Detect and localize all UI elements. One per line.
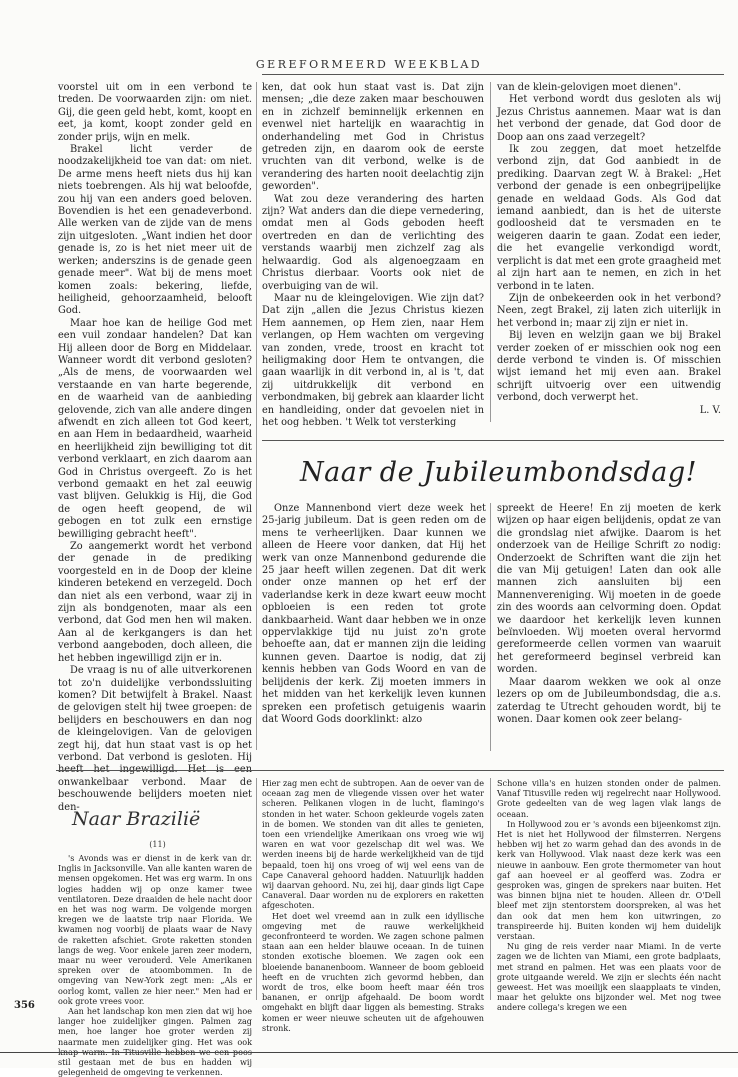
column-divider	[490, 778, 491, 1000]
article2-title: Naar de Jubileumbondsdag!	[300, 457, 697, 488]
article1-col3-para-3: Ik zou zeggen, dat moet hetzelfde verbond zijn, dat God aanbiedt in de prediking. Daarvan zegt W. à Brakel: „Het verbond der genade is een onbegrijpelijke genade en weldaad Gods. Als God dat iemand aanbiedt, dan is het de uiterste godloosheid dat te versmaden en te weigeren daarin te gaan. Zodat een ieder, die het evangelie verkondigd wordt, verplicht is dat met een grote graagheid met al zijn hart aan te nemen, en zich in het verbond in te laten.	[497, 144, 721, 292]
bottom-rule	[0, 1052, 738, 1053]
article3-col3-para-1: Schone villa's en huizen stonden onder de palmen. Vanaf Titusville reden wij regelrecht naar Hollywood. Grote gedeelten van de weg lagen vlak langs de oceaan.	[497, 778, 721, 819]
article1-column-3	[497, 82, 721, 427]
article3-col1-para-2: Aan het landschap kon men zien dat wij hoe langer hoe zuidelijker gingen. Palmen zag men, hoe langer hoe groter werden zij naarmate men zuidelijker ging. Het was ook knap warm. In Titusville hebben we een poos stil gestaan met de bus en hadden wij gelegenheid de omgeving te verkennen.	[58, 1006, 252, 1077]
article1-col3-para-2: Het verbond wordt dus gesloten als wij Jezus Christus aannemen. Maar wat is dan het verbond der genade, dat God door de Doop aan ons zaad verzegelt?	[497, 94, 721, 143]
article1-col1-para-5: De vraag is nu of alle uitverkorenen tot zo'n duidelijke verbondssluiting komen? Dit betwijfelt à Brakel. Naast de gelovigen stelt hij twee groepen: de belijders en beschouwers en dan nog de kleingelovigen. Van de gelovigen zegt hij, dat hun staat vast is op het verbond. Dat verbond is gesloten. Hij heeft het ingewilligd. Het is een onwankelbaar verbond. Maar de beschouwende belijders moeten niet den-	[58, 665, 252, 813]
article1-col1-para-2: Brakel licht verder de noodzakelijkheid toe van dat: om niet. De arme mens heeft niets dus hij kan niets toebrengen. Als hij wat beloofde, zou hij van een anders goed beloven. Bovendien is het een genadeverbond. Alle werken van de zijde van de mens zijn uitgesloten. „Want indien het door genade is, zo is het niet meer uit de werken; anderszins is de genade geen genade meer". Wat bij de mens moet komen zoals: bekering, liefde, heiligheid, gehoorzaamheid, belooft God.	[58, 144, 252, 317]
article3-episode: (11)	[149, 840, 166, 849]
article3-col2-para-1: Hier zag men echt de subtropen. Aan de oever van de oceaan zag men de vliegende vissen over het water scheren. Pelikanen vlogen in de lucht, flamingo's stonden in het water. Schoon gekleurde vogels zaten in de bomen. We stonden van dit alles te genieten, toen een vriendelijke Amerikaan ons vroeg wie wij waren en wat voor gezelschap dit wel was. We werden ineens bij de harde werkelijkheid van de tijd bepaald, toen hij ons vroeg of wij wel eens van de Cape Canaveral gehoord hadden. Natuurlijk hadden wij daarvan gehoord. Nu, zei hij, daar ginds ligt Cape Canaveral. Daar worden nu de explorers en raketten afgeschoten.	[262, 778, 484, 911]
article1-col1-para-1: voorstel uit om in een verbond te treden. De voorwaarden zijn: om niet. Gij, die geen geld hebt, komt, koopt en eet, ja komt, koopt zonder geld en zonder prijs, wijn en melk.	[58, 82, 252, 143]
column-divider	[256, 778, 257, 1000]
article1-col2-para-2: Wat zou deze verandering des harten zijn? Wat anders dan die diepe vernedering, omdat men al Gods geboden heeft overtreden en dan de verlichting des verstands waarbij men zichzelf zag als helwaardig. God als algenoegzaam en Christus dierbaar. Voorts ook niet de overbuiging van de wil.	[262, 193, 484, 292]
section-rule	[262, 440, 724, 441]
article2-col1-text: Onze Mannenbond viert deze week het 25-jarig jubileum. Dat is geen reden om de mens te verheerlijken. Daar kunnen we alleen de Heere voor danken, dat Hij het werk van onze Mannenbond gedurende die 25 jaar heeft willen zegenen. Dat dit werk onder onze mannen op het erf der vaderlandse kerk in deze kwart eeuw mocht opbloeien is een reden tot grote dankbaarheid. Want daar hebben we in onze oppervlakkige tijd nu juist zo'n grote behoefte aan, dat er mannen zijn die leiding kunnen geven. Daartoe is nodig, dat zij kennis hebben van Gods Woord en van de belijdenis der kerk. Zij moeten immers in het midden van het kerkelijk leven kunnen spreken een profetisch getuigenis waarin dat Woord Gods doorklinkt: alzo	[262, 503, 486, 725]
article1-col2-para-1: ken, dat ook hun staat vast is. Dat zijn mensen; „die deze zaken maar beschouwen en in zichzelf beminnelijk erkennen en evenwel niet hartelijk en waarachtig in onderhandeling met God in Christus getreden zijn, en daarom ook de eerste vruchten van dit verbond, welke is de verandering des harten nooit deelachtig zijn geworden".	[262, 82, 484, 193]
running-header: GEREFORMEERD WEEKBLAD	[255, 58, 483, 71]
article1-col1-para-4: Zo aangemerkt wordt het verbond der genade in de prediking voorgesteld en in de Doop der kleine kinderen betekend en verzegeld. Doch dan niet als een verbond, waar zij in zijn als bondgenoten, maar als een verbond, dat God men hen wil maken. Aan al de kerkgangers is dan het verbond aangeboden, doch alleen, die het hebben ingewilligd zijn er in.	[58, 541, 252, 664]
article1-col1-para-3: Maar hoe kan de heilige God met een vuil zondaar handelen? Dat kan Hij alleen door de Borg en Middelaar. Wanneer wordt dit verbond gesloten? „Als de mens, de voorwaarden wel verstaande en van harte begerende, en de waarheid van de aanbieding gelovende, zich van alle andere dingen afwendt en zich alleen tot God keert, en aan Hem in bedaardheid, waarheid en heerlijkheid zijn bewilliging tot dit verbond verklaart, en zich daarom aan God in Christus overgeeft. Zo is het verbond gemaakt en het zal eeuwig vast blijven. Gelukkig is Hij, die God de ogen heeft geopend, de wil gebogen en tot zulk een ernstige bewilliging gebracht heeft".	[58, 317, 252, 540]
article1-col3-para-1: van de klein-gelovigen moet dienen".	[497, 82, 682, 93]
article3-column-1	[58, 853, 252, 1077]
column-divider	[490, 82, 491, 422]
article1-col3-para-4: Zijn de onbekeerden ook in het verbond? Neen, zegt Brakel, zij laten zich uiterlijk in het verbond in; maar zij zijn er niet in.	[497, 292, 721, 329]
article3-title: Naar Brazilië	[72, 808, 201, 830]
article3-col2-para-2: Het doet wel vreemd aan in zulk een idyllische omgeving met de rauwe werkelijkheid geconfronteerd te worden. We zagen schone palmen staan aan een helder blauwe oceaan. In de tuinen stonden exotische bloemen. We zagen ook een bloeiende bananenboom. Wanneer de boom gebloeid heeft en de vruchten zich gevormd hebben, dan wordt de tros, elke boom heeft maar één tros bananen, er onrijp afgehaald. De boom wordt omgehakt en blijft daar liggen als bemesting. Straks komen er weer nieuwe scheuten uit de afgehouwen stronk.	[262, 910, 484, 1033]
article2-column-1	[262, 503, 486, 753]
article3-col3-para-3: Nu ging de reis verder naar Miami. In de verte zagen we de lichten van Miami, een grote badplaats, met strand en palmen. Het was een plaats voor de grote uitgaande wereld. We zijn er slechts één nacht geweest. Het was moeilijk een slaapplaats te vinden, maar het gelukte ons bijzonder wel. Met nog twee andere collega's kregen we een	[497, 941, 721, 1013]
column-divider	[256, 82, 257, 750]
article1-col3-para-5: Bij leven en welzijn gaan we bij Brakel verder zoeken of er misschien ook nog een derde verbond te vinden is. Of misschien wijst iemand het mij even aan. Brakel schrijft uitvoerig over een uitwendig verbond, doch verwerpt het.	[497, 330, 721, 404]
article2-col2-text: spreekt de Heere! En zij moeten de kerk wijzen op haar eigen belijdenis, opdat ze van die grondslag niet afwijke. Daarom is het onderzoek van de Heilige Schrift zo nodig: Onderzoekt de Schriften want die zijn het die van Mij getuigen! Laten dan ook alle mannen zich aansluiten bij een Mannenvereniging. Wij moeten in de goede zin des woords aan celvorming doen. Opdat we daardoor het kerkelijk leven kunnen beïnvloeden. Wij moeten overal hervormd gereformeerde cellen vormen van waaruit het gereformeerd beginsel verbreid kan worden.	[497, 503, 721, 676]
article1-column-1	[58, 82, 252, 813]
section-rule	[56, 770, 724, 771]
article2-col2b-text: Maar daarom wekken we ook al onze lezers op om de Jubileumbondsdag, die a.s. zaterdag te Utrecht gehouden wordt, bij te wonen. Daar komen ook zeer belang-	[497, 676, 721, 725]
article3-col3-para-2: In Hollywood zou er 's avonds een bijeenkomst zijn. Het is niet het Hollywood der filmsterren. Nergens hebben wij het zo warm gehad dan des avonds in de kerk van Hollywood. Vlak naast deze kerk was een nieuwe in aanbouw. Een grote thermometer van hout gaf aan hoeveel er al geofferd was. Zodra er gesproken was, gingen de sprekers naar buiten. Het was binnen bijna niet te houden. Alleen dr. O'Dell bleef met zijn stentorstem doorspreken, al was het dan ook dat men hem kon uitwringen, zo transpireerde hij. Buiten konden wij hem duidelijk verstaan.	[497, 818, 721, 942]
column-divider	[490, 503, 491, 751]
article1-col2-para-3: Maar nu de kleingelovigen. Wie zijn dat? Dat zijn „allen die Jezus Christus kiezen Hem aannemen, op Hem zien, naar Hem verlangen, op Hem wachten om vergeving van zonden, vrede, troost en kracht tot heiligmaking door Hem te ontvangen, die gaan waarlijk in dit verbond in, al is 't, dat zij uitdrukkelijk dit verbond en verbondmaken, bij gebrek aan klaarder licht en handleiding, onder dat gevoelen niet in het oog hebben. 't Welk tot versterking	[262, 292, 485, 428]
article1-column-2	[262, 82, 485, 428]
article1-signature: L. V.	[699, 404, 721, 416]
article2-column-2	[497, 503, 721, 753]
header-rule	[262, 74, 724, 75]
article3-col1-para-1: 's Avonds was er dienst in de kerk van dr. Inglis in Jacksonville. Van alle kanten waren de mensen opgekomen. Het was erg warm. In ons logies hadden wij op onze kamer twee ventilatoren. Deze draaiden de hele nacht door en het was nog warm. De volgende morgen kregen we de laatste trip naar Florida. We kwamen nog voorbij de plaats waar de Navy de raketten afschiet. Grote raketten stonden langs de weg. Voor enkele jaren zeer modern, maar nu weer verouderd. Vele Amerikanen spreken over de atoombommen. In de omgeving van New-York zegt men: „Als er oorlog komt, vallen ze hier neer." Men had er ook grote vrees voor.	[58, 853, 252, 1006]
page-number: 356	[14, 1000, 35, 1011]
article3-column-2	[262, 778, 484, 1033]
article3-column-3	[497, 778, 721, 1013]
